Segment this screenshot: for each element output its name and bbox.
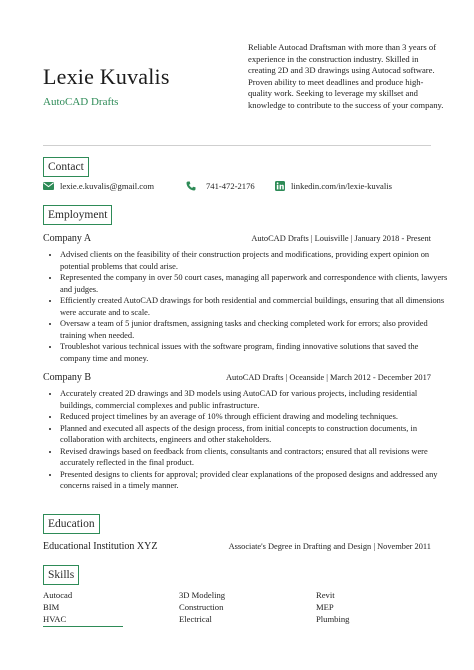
list-item: • Presented designs to clients for approval; provided clear explanations of the proposed designs and addressed any concerns raised in a timely manner. (60, 469, 448, 492)
envelope-icon (43, 182, 54, 190)
job-bullets-company-b (43, 388, 448, 492)
phone-text: 741-472-2176 (206, 181, 255, 191)
list-item: • Accurately created 2D drawings and 3D models using AutoCAD for various projects, including residential buildings, commercial complexes and public infrastructure. (60, 388, 448, 411)
job-meta: AutoCAD Drafts | Louisville | January 2018 - Present (251, 234, 431, 243)
skill-item: HVAC (43, 614, 67, 624)
skills-underline (43, 626, 123, 627)
skill-item: Construction (179, 602, 224, 612)
email-text: lexie.e.kuvalis@gmail.com (60, 181, 155, 191)
phone-icon (186, 181, 196, 191)
section-title-contact: Contact (43, 157, 89, 177)
header-divider (43, 145, 431, 146)
section-title-education: Education (43, 514, 100, 534)
list-item: • Reduced project timelines by an average of 10% through efficient drawing and modeling techniques. (60, 411, 448, 423)
skill-item: Autocad (43, 590, 73, 600)
skill-item: Plumbing (316, 614, 350, 624)
section-title-employment: Employment (43, 205, 112, 225)
job-company: Company B (43, 372, 92, 383)
skill-item: Electrical (179, 614, 212, 624)
education-degree: Associate's Degree in Drafting and Design | November 2011 (228, 542, 431, 551)
job-company: Company A (43, 233, 92, 244)
skill-item: Revit (316, 590, 335, 600)
list-item: • Represented the company in over 50 court cases, managing all paperwork and correspondence with clients, lawyers and judges. (60, 272, 448, 295)
skill-item: BIM (43, 602, 60, 612)
contact-linkedin[interactable] (275, 181, 392, 191)
list-item: • Advised clients on the feasibility of their construction projects and modifications, providing expert opinion on potential problems that could arise. (60, 249, 448, 272)
candidate-role: AutoCAD Drafts (43, 96, 119, 108)
list-item: • Efficiently created AutoCAD drawings for both residential and commercial buildings, ensuring that all dimensions were accurate and to scale. (60, 295, 448, 318)
linkedin-icon (275, 181, 285, 191)
education-institution: Educational Institution XYZ (43, 541, 158, 552)
list-item: • Oversaw a team of 5 junior draftsmen, assigning tasks and checking completed work for errors; also provided training when needed. (60, 318, 448, 341)
linkedin-text: linkedin.com/in/lexie-kuvalis (291, 181, 392, 191)
list-item: • Troubleshot various technical issues with the software program, finding innovative solutions that saved the company time and money. (60, 341, 448, 364)
contact-phone[interactable] (186, 181, 255, 191)
summary-paragraph: Reliable Autocad Draftsman with more than 3 years of experience in the construction industry. Skilled in creating 2D and 3D drawings using Autocad software. Proven ability to meet deadlines and produce high-quality work. Seeking to leverage my skillset and knowledge to contribute to the success of your company. (248, 42, 444, 110)
candidate-name: Lexie Kuvalis (43, 64, 170, 89)
contact-email[interactable] (43, 181, 154, 191)
skill-item: MEP (316, 602, 334, 612)
job-meta: AutoCAD Drafts | Oceanside | March 2012 - December 2017 (226, 373, 431, 382)
job-bullets-company-a (43, 249, 448, 364)
list-item: • Revised drawings based on feedback from clients, consultants and contractors; ensured that all revisions were accurately reflected in the final product. (60, 446, 448, 469)
skill-item: 3D Modeling (179, 590, 226, 600)
list-item: • Planned and executed all aspects of the design process, from initial concepts to construction documents, in collaboration with architects, engineers and other stakeholders. (60, 423, 448, 446)
section-title-skills: Skills (43, 565, 79, 585)
